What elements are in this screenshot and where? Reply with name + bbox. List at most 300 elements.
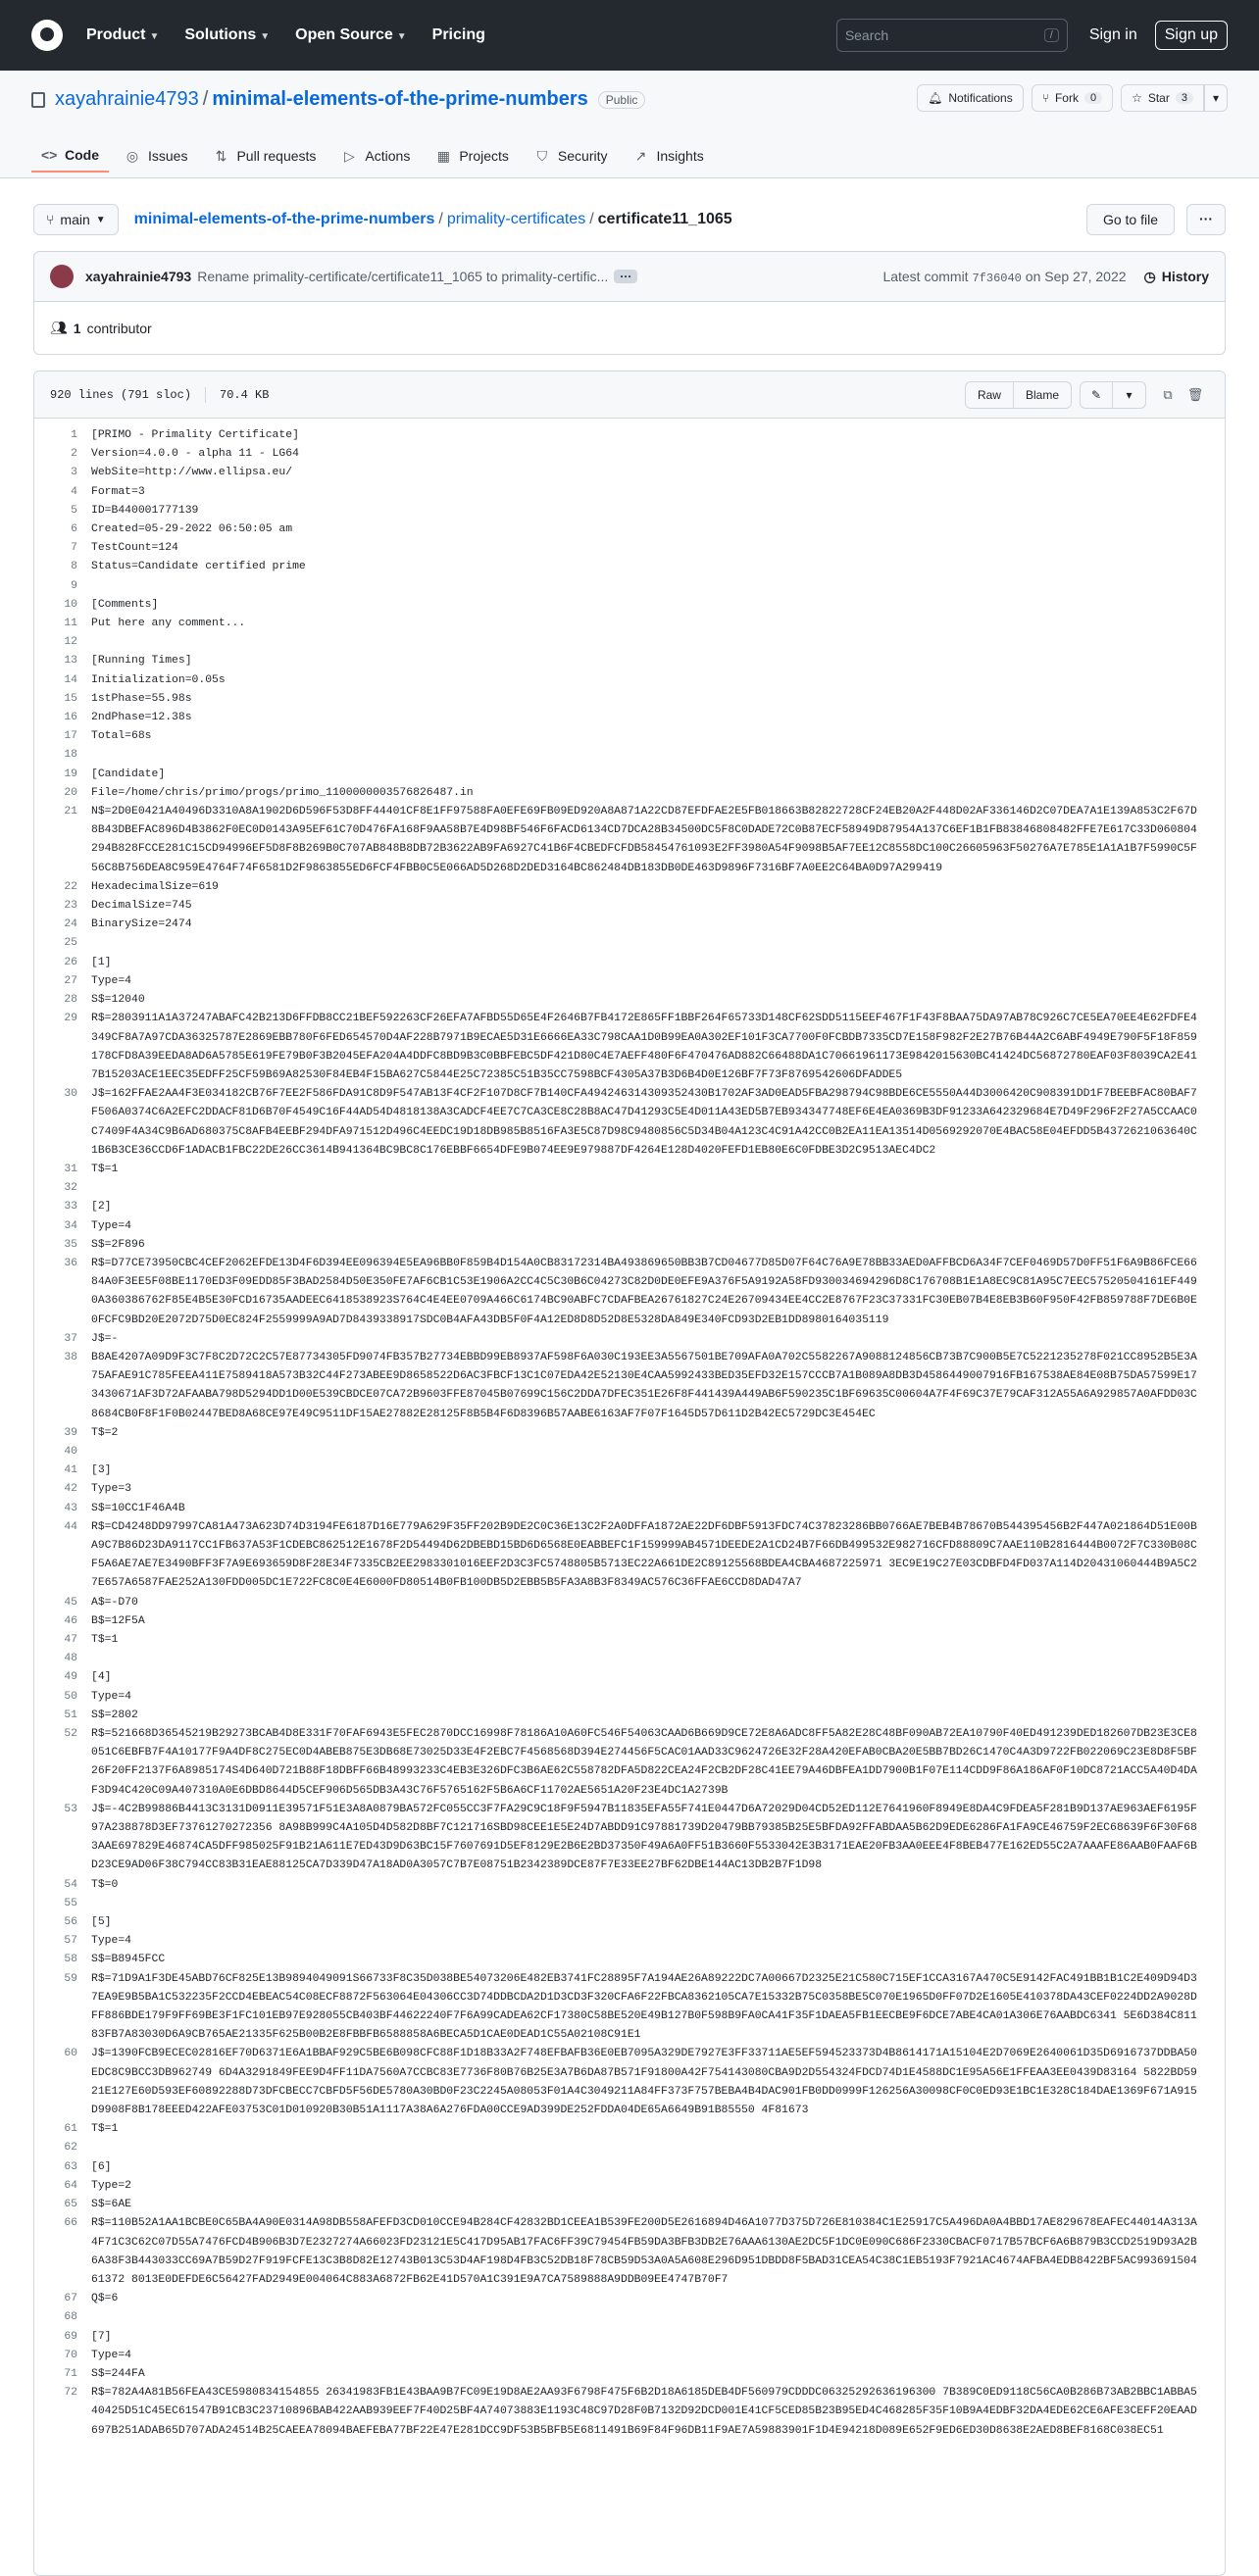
line-content <box>91 1895 1225 1913</box>
line-content <box>91 1179 1225 1198</box>
code-line <box>34 709 1225 727</box>
line-content: Type=4 <box>91 1690 132 1703</box>
code-line <box>34 633 1225 652</box>
history-link[interactable]: ◷ History <box>1143 268 1209 284</box>
line-number[interactable]: 17 <box>64 730 77 743</box>
line-content <box>91 746 1225 765</box>
line-number[interactable]: 39 <box>64 1426 77 1439</box>
code-line <box>34 2384 1225 2441</box>
line-number[interactable]: 44 <box>64 1520 77 1533</box>
shield-icon: ⛉ <box>536 148 548 164</box>
fork-count: 0 <box>1084 92 1102 104</box>
breadcrumb-dir-link[interactable]: primality-certificates <box>446 211 586 227</box>
search-placeholder: Search <box>844 27 889 43</box>
breadcrumb <box>134 211 732 228</box>
line-number[interactable]: 8 <box>71 561 77 573</box>
line-number[interactable]: 6 <box>71 523 77 536</box>
tab-code[interactable]: <> Code <box>31 139 109 173</box>
line-number[interactable]: 7 <box>71 542 77 555</box>
kebab-horizontal-icon: ··· <box>1199 211 1213 226</box>
line-content: J$=-4C2B99886B4413C3131D0911E39571F51E3A8A0879BA572FC055CC3F7FA29C9C18F9F5947B11835EFA55F741E0447D6A72029D04CD52ED112E7641960F8949E8DA4C9FDEA5F281B9D137AE963AEF6195F97A238878D3EF73761270272356 8A98B999C4A105D4D582D8BF7C121716SBD98CEE1E5E24D7ABDD91C97881739D20479BB79385B25E5BFDA92FFABDAA5B62D9EDE6286FA1FA9CE46759F2EC68639F6F30F683AAE697829E46874CA5DFF985025F91B21A611E7ED43D9D63BC15F7607691D5EF8129E2B6E2BD37350F49A6A0FF51B3660F5533042E3B3171EAE20FB3AA0EEE4F8BEB477E162ED55C2A7AAAFE86AAB0FAAF6BD23CE9AD06F38C794CC83B31EAE88125CA7D339D47A18AD0A3057C7B7E08751B2342389DCE87F7E33EE27BF62DBE144AC13DB2B7F1D98 <box>91 1803 1197 1872</box>
line-content: T$=2 <box>91 1426 119 1439</box>
line-content: [Comments] <box>91 598 159 611</box>
contributor-count: 1 <box>73 320 81 336</box>
play-icon: ▷ <box>344 148 355 164</box>
line-content: S$=2802 <box>91 1709 138 1721</box>
commit-message[interactable]: Rename primality-certificate/certificate11_1065 to primality-certific... <box>197 269 609 284</box>
line-number[interactable]: 71 <box>64 2367 77 2380</box>
star-button[interactable]: ☆ Star 3 <box>1121 84 1204 112</box>
file-navigation <box>33 204 1226 235</box>
code-line <box>34 1179 1225 1198</box>
code-line <box>34 2290 1225 2308</box>
repo-tab-bar <box>31 139 714 173</box>
line-content <box>91 1443 1225 1461</box>
line-content: Version=4.0.0 - alpha 11 - LG64 <box>91 448 299 461</box>
code-listing <box>34 419 1225 2441</box>
code-line <box>34 766 1225 784</box>
code-line <box>34 1010 1225 1085</box>
copy-button[interactable] <box>1154 381 1182 409</box>
code-line <box>34 520 1225 539</box>
code-line <box>34 2347 1225 2365</box>
line-number[interactable]: 14 <box>64 673 77 686</box>
line-content <box>91 633 1225 652</box>
line-content: R$=2803911A1A37247ABAFC42B213D6FFDB8CC21BEF592263CF26EFA7AFBD55D65E4F2646B7FB4172E865FF1BBF264F65733D148CF62SDD5115EEF467F1F43F8BAA75DA97AB78C926C7CE5EA70EE4E62FDFE4349CF8A7A97CDA36325787E2869EBB780F6FED654570D4AF228B7971B9ECAE5D31E6666EA33C798CAA1D0B99EA0A302EF101F3CA7700F0FCBDB7335CD7E158F982F2E27B76B44A2C6ABF4949E790F5F18F859178CFD8A39EEDA8AD6A5785E619FE79B0F3B2045EFA204A4DDFC8BD9B3C0BBFEBC5DF421D80C4E7AEFF480F6F470476AD882C66488DA1C70661961173E9842015630BC41424DC56872780EAF03F8039CA2E417B15203ACE1EEC35EDFF25CF59B69A82530F84EB4F15BA627C5844E25C72385C51B35CC7598BCF4305A37B3D6B4D0E126BF7F73F8769542606DFADDE5 <box>91 1013 1197 1081</box>
slash-separator: / <box>202 88 209 110</box>
expand-commit-message-button[interactable]: ··· <box>614 270 637 283</box>
line-number[interactable]: 30 <box>64 1088 77 1101</box>
delete-button[interactable] <box>1182 381 1209 409</box>
line-content: R$=521668D36545219B29273BCAB4D8E331F70FAF6943E5FEC2870DCC16998F78186A10A60FC546F54063CAAD6B669D9CE72E8A6ADC8FF5A82E28C48BF090AB72EA10790F40ED491239DED182607DB23E3CE8051C6EBFB7F4A10177F9A4DF8C275EC0D4ABEB875E3DB68E73025D33E4F2EBC7F4568568D394E274456F5CAC01AAD33C9624726E32F28A420EFAB0CBA20E5BB7BD26C1470C4A3D9722FB022069C23E8D8F5BF26F20FF2137F6A8985174S4D640D721B88F18DBFF66B48993233C4EB3E326DFC3B6AE62C558782DFA5D822CEA24F2CB2DF28C41EE79A46DBFEA1DD7900B1F07E114CDD9F86A186AF0F10DC8721ACC5A40D4DAF3D94C420C09A407310A0E6DBD8644D5CEF906D565DB3A43C76F5765162F5B6A6CF11702AE5651A20F23E4DC1A2739B <box>91 1728 1197 1797</box>
code-line <box>34 784 1225 803</box>
line-number[interactable]: 35 <box>64 1238 77 1251</box>
line-number[interactable]: 15 <box>64 692 77 705</box>
pull-request-icon: ⇅ <box>215 148 227 164</box>
code-line <box>34 1932 1225 1951</box>
line-number[interactable]: 1 <box>71 429 77 441</box>
code-line <box>34 483 1225 502</box>
code-line <box>34 1688 1225 1707</box>
line-number[interactable]: 10 <box>64 598 77 611</box>
tab-projects[interactable]: ▦ Projects <box>436 148 509 164</box>
line-content: B8AE4207A09D9F3C7F8C2D72C2C57E87734305FD9074FB357B27734EBBD99EB8937AF598F6A030C193EE3A5567501BE709AFA0A702C5582267A9088124856CB73B7C900B5E7C5221235278F021CC8952B5E3A75AFAE91C785FEEA411E7589418A573B32C44F273ABEE9D8658522D6AC3FBCF13C1C07EDA42E52130E4CAA5992433BED35EFD32E157CCCB7A1B089A8DB3D4586449007916FB167538AE84E08B75DA57599E173430671AF3D72AFAABA798D5294DD1D00E539CBDCE07CA72B9603FFE87045B07699C156C2DDA7DFEC351E26F8F441439A449AB6F590235C1BF69635C00604A7F4F69C37E79CAF312A55A6A929857A0AFDD03C8684CB0F8F1F0B02447BED8A68CE97E49C9511DF15AE27882E28125F8B5B4F6D8396B57AABE6163AF7F07F1645D57D611D2B42EC5729DC3E454EC <box>91 1351 1197 1420</box>
code-line <box>34 1330 1225 1349</box>
line-content: [7] <box>91 2330 112 2343</box>
chevron-down-icon: ▼ <box>396 31 407 42</box>
line-number[interactable]: 34 <box>64 1219 77 1232</box>
code-line <box>34 690 1225 709</box>
code-line <box>34 577 1225 596</box>
site-header <box>0 0 1259 71</box>
code-line <box>34 878 1225 897</box>
line-number[interactable]: 70 <box>64 2349 77 2361</box>
line-number[interactable]: 72 <box>64 2387 77 2400</box>
code-line <box>34 803 1225 878</box>
line-number[interactable]: 2 <box>71 448 77 461</box>
code-line <box>34 1198 1225 1216</box>
line-number[interactable]: 26 <box>64 956 77 968</box>
github-logo-icon[interactable] <box>31 20 63 51</box>
code-line <box>34 746 1225 765</box>
code-line <box>34 1913 1225 1932</box>
line-content: R$=D77CE73950CBC4CEF2062EFDE13D4F6D394EE096394E5EA96BB0F859B4D154A0CB83172314BA493869650BB3B7CD04677D85D07F64C76A9E78BB33AED0AFFBCD6A34F7CEF0469D57D0FF51F6A9B86FCE6684A0F3EE5F08BE1170ED3F09EDD85F3BAD2584D50E350FE7AF6CB1C53E1906A2CC4C5C30B6C04273C82D0DE0EFE9A376F5A9192A58FD930034694296D8C176708B1E1A8EC9C81A95C7EEC57520504161EF4490A360386762F85E4B5E30FCD16735AADEEC6418538923S764C4E4EE0709A466C6174BC90ABFC7CDAFBEA26761827C24E26709434EE4CC2E8767F23C37331FC30EB07B4E8EB3B60F950F42FB859788F7DE6B0E0FCFC9BD20E2072D75D0EC824F2559999A9AD7D8439338917SDC0B4AFA43DB5F0F4A12ED8D8D52D8E5328DA849E340FCD93D2EB1DD8980164035119 <box>91 1257 1197 1326</box>
line-number[interactable]: 9 <box>71 579 77 592</box>
line-content: Type=2 <box>91 2179 132 2192</box>
chevron-down-icon: ▾ <box>1212 91 1219 105</box>
line-number[interactable]: 55 <box>64 1897 77 1909</box>
file-actions <box>965 381 1209 409</box>
line-content <box>91 2139 1225 2157</box>
line-number[interactable]: 64 <box>64 2179 77 2192</box>
edit-button[interactable] <box>1080 381 1113 409</box>
chevron-down-icon: ▾ <box>1126 387 1133 402</box>
line-number[interactable]: 59 <box>64 1972 77 1985</box>
search-shortcut-key: / <box>1044 28 1059 42</box>
code-line <box>34 1631 1225 1650</box>
line-content: TestCount=124 <box>91 542 178 555</box>
chevron-down-icon: ▼ <box>95 214 106 225</box>
code-line <box>34 2177 1225 2196</box>
line-content: J$=162FFAE2AA4F3E034182CB76F7EE2F586FDA91C8D9F547AB13F4CF2F107D8CF7B140CFA494246314309352430B1702AF3AD0EAD5FBA298794C98BDE6CE5550A44D3006420C908391DD1F7BEEBFAC80BAF7F506A0374C6A2EFC2DDACF81D6B70F4549C16F44AD54D4818138A3CADCF4EE7C7CA3CE8C28B8AC47D41293C5E4D011A43ED5B7EB934347748EF6E4EA0369B3DF91233A642329684E7D49F296F2F27A5CCAAC0C7409F4A34C9B6AD680375C8AFB4EEBF294DFA971512D496C4EEDC19D18DB985B8516FA3E5C87D98C9480856C5D34B04A123C4C91A42CC0B2EA11EA13514D0569292070E4BAC58E04EFDD5B4372621063640C1B6B3CE36CCD6F1ADACB1FBC22DE26CC3614B941364BC9BC8C176EBBF6654DFE9B074EE9E979887DF4264E128D4020FEFD1EB80E6C0FDBE3D2C9513AEC4DC2 <box>91 1088 1197 1157</box>
line-content <box>91 2308 1225 2327</box>
line-number[interactable]: 24 <box>64 918 77 931</box>
line-number[interactable]: 20 <box>64 786 77 799</box>
line-number[interactable]: 11 <box>64 618 77 630</box>
line-number[interactable]: 19 <box>64 768 77 780</box>
line-number[interactable]: 42 <box>64 1483 77 1496</box>
line-content: R$=71D9A1F3DE45ABD76CF825E13B9894049091S66733F8C35D038BE54073206E482EB3741FC28895F7A194AE26A89222DC7A00667D2325E21C580C715EF1CCA3167A470C5E9142FAC491BB1B1C2E409D94D37EA9E9B5BA1C532235F2CCD4EBEAC54C08ECF8872F563064E04306CC3D74DDBCDA2D1D3CD3F320CFA6F22FBCA8362105CA7E15332B75C0358BE5C070E1965D0FF07D2E1605E410378DA43CEF0224DD2A9028DFF886BDE179F9FF69BE3F1FC101EB97E928055CB403BF44622240F7F6A99CADEA62CF17380C58BE520E49B127B0F598B9FA0CA41F35F1DAEA5FB1EECBE9F6DCE7ABE4CA01A306E76AABDC6341 5E6D384C81183FB7A83030D6A9CB765AE21335F625B00B2E8FBBFB6588858A6BECA5D1CAE0DEAD1C55A02108C91E1 <box>91 1972 1197 2042</box>
code-line <box>34 954 1225 972</box>
line-content: S$=2F896 <box>91 1238 145 1251</box>
code-line <box>34 464 1225 482</box>
line-content: S$=10CC1F46A4B <box>91 1502 185 1514</box>
line-number[interactable]: 43 <box>64 1502 77 1514</box>
visibility-badge: Public <box>598 91 646 109</box>
code-line <box>34 1876 1225 1895</box>
line-content: S$=244FA <box>91 2367 145 2380</box>
contributors-bar[interactable] <box>33 302 1226 355</box>
commit-author-link[interactable]: xayahrainie4793 <box>85 269 192 284</box>
line-number[interactable]: 57 <box>64 1935 77 1948</box>
line-number[interactable]: 37 <box>64 1332 77 1345</box>
issue-icon: ◎ <box>126 148 139 164</box>
code-line <box>34 1650 1225 1668</box>
line-number[interactable]: 18 <box>64 749 77 762</box>
file-header <box>34 372 1225 419</box>
line-number[interactable]: 56 <box>64 1916 77 1929</box>
table-icon: ▦ <box>436 148 450 164</box>
nav-pricing[interactable]: Pricing <box>431 26 485 43</box>
line-content: [5] <box>91 1916 112 1929</box>
fork-button[interactable]: ⑂ Fork 0 <box>1032 84 1113 112</box>
line-content: S$=12040 <box>91 994 145 1007</box>
line-content: S$=B8945FCC <box>91 1954 166 1966</box>
sign-in-link[interactable]: Sign in <box>1088 26 1137 43</box>
line-content: [Candidate] <box>91 768 166 780</box>
code-line <box>34 727 1225 746</box>
line-number[interactable]: 50 <box>64 1690 77 1703</box>
line-number[interactable]: 31 <box>64 1163 77 1175</box>
repo-name-link[interactable]: minimal-elements-of-the-prime-numbers <box>212 88 588 110</box>
code-line <box>34 1480 1225 1499</box>
code-line <box>34 2045 1225 2120</box>
line-content: HexadecimalSize=619 <box>91 880 219 893</box>
contributor-label: contributor <box>86 320 152 336</box>
code-line <box>34 2365 1225 2384</box>
line-number[interactable]: 21 <box>64 806 77 818</box>
branch-selector[interactable]: ⑂ main ▼ <box>33 204 119 235</box>
file-size: 70.4 KB <box>220 387 270 402</box>
code-line <box>34 1801 1225 1876</box>
line-number[interactable]: 22 <box>64 880 77 893</box>
line-number[interactable]: 53 <box>64 1803 77 1815</box>
line-content: J$=- <box>91 1332 119 1345</box>
line-number[interactable]: 51 <box>64 1709 77 1721</box>
code-line <box>34 897 1225 916</box>
code-line <box>34 1461 1225 1480</box>
code-line <box>34 445 1225 464</box>
line-content: B$=12F5A <box>91 1614 145 1627</box>
line-content: R$=782A4A81B56FEA43CE5980834154855 26341983FB1E43BAA9B7FC09E19D8AE2AA93F6798F475F6B2D18A6185DEB4DF560979CDDDC06325292636196300 7B389C0ED9118C56CA0B286B73AB2BBC1ABBA540425D51C45EC61547B91CB3C23710896BAB422AAB939EEF7F40D25BF4A74073883E1193C48C97D28F0B7132D92DCD001E41CF5CED85B23B95ED4C468285F35F10B9A4EDBF32DA4EDE62CE6AFE3CEFF20EAAD697B251ADAB65D707ADA24514B25CAEEA78094BAEFEBA77BF22E47E281DCC9DF53B5BFB5E6811491B69F84F96DB11F9AE7A59883901F1D4E94218D089E652F9ED6ED30D8638E2AED8BEF8168C038EC51 <box>91 2387 1197 2437</box>
code-line <box>34 1500 1225 1518</box>
line-content <box>91 577 1225 596</box>
code-line <box>34 2328 1225 2347</box>
line-content: Created=05-29-2022 06:50:05 am <box>91 523 293 536</box>
line-content <box>91 1650 1225 1668</box>
code-line <box>34 1951 1225 1969</box>
star-icon: ☆ <box>1132 91 1142 105</box>
slash-separator: / <box>589 211 594 227</box>
line-content: Type=4 <box>91 974 132 987</box>
avatar[interactable] <box>50 265 74 288</box>
graph-icon: ↗ <box>634 148 647 164</box>
divider <box>205 387 206 403</box>
line-number[interactable]: 45 <box>64 1596 77 1609</box>
line-number[interactable]: 29 <box>64 1013 77 1025</box>
repo-icon <box>31 92 45 108</box>
line-content <box>91 934 1225 953</box>
notifications-button[interactable]: 🔔︎ Notifications <box>917 84 1024 112</box>
more-options-button[interactable] <box>1186 204 1226 235</box>
line-content: [1] <box>91 956 112 968</box>
line-number[interactable]: 41 <box>64 1464 77 1477</box>
tab-actions[interactable]: ▷ Actions <box>331 139 420 173</box>
breadcrumb-current-file: certificate11_1065 <box>597 211 732 227</box>
repo-title <box>31 88 645 111</box>
line-number[interactable]: 47 <box>64 1634 77 1646</box>
code-line <box>34 1970 1225 2046</box>
commit-sha-link[interactable]: 7f36040 <box>972 271 1022 285</box>
line-content: Type=4 <box>91 2349 132 2361</box>
line-number[interactable]: 58 <box>64 1954 77 1966</box>
code-line <box>34 1236 1225 1255</box>
line-number[interactable]: 40 <box>64 1445 77 1458</box>
line-number[interactable]: 4 <box>71 485 77 498</box>
line-number[interactable]: 12 <box>64 636 77 649</box>
line-number[interactable]: 69 <box>64 2330 77 2343</box>
line-content: WebSite=http://www.ellipsa.eu/ <box>91 467 293 479</box>
line-content: T$=1 <box>91 2123 119 2136</box>
code-line <box>34 2196 1225 2214</box>
line-content: Type=4 <box>91 1219 132 1232</box>
code-line <box>34 1217 1225 1236</box>
copy-icon: ⧉ <box>1163 386 1173 402</box>
line-number[interactable]: 54 <box>64 1878 77 1891</box>
chevron-down-icon: ▼ <box>149 31 160 42</box>
line-number[interactable]: 48 <box>64 1653 77 1665</box>
code-line <box>34 1612 1225 1631</box>
code-line <box>34 2158 1225 2177</box>
code-line <box>34 934 1225 953</box>
line-content: [2] <box>91 1201 112 1214</box>
fork-icon: ⑂ <box>1041 91 1049 105</box>
nav-product[interactable]: Product ▼ <box>86 26 160 43</box>
chevron-down-icon: ▼ <box>260 31 271 42</box>
line-number[interactable]: 16 <box>64 712 77 724</box>
code-line <box>34 2120 1225 2139</box>
code-line <box>34 1895 1225 1913</box>
code-line <box>34 671 1225 690</box>
code-line <box>34 1518 1225 1594</box>
line-content: Q$=6 <box>91 2293 119 2305</box>
code-line <box>34 1085 1225 1161</box>
trash-icon: 🗑︎ <box>1186 386 1204 402</box>
bell-icon: 🔔︎ <box>928 91 943 105</box>
line-content: 2ndPhase=12.38s <box>91 712 192 724</box>
code-line <box>34 558 1225 576</box>
line-content: Initialization=0.05s <box>91 673 226 686</box>
code-line <box>34 991 1225 1010</box>
line-content: J$=1390FCB9ECEC02816EF70D6371E6A1BBAF929C5BE6B098CFC88F1D18B33A2F748EFBAFB36E0EB7095A329DE7927E3FF33711AE5EF594523373D4B8614171A15104E2D7069E2640061D35D6916737DDBA50EDC8C9BCC3DB962749 6D4A3291849FEE9D4FF11DA7560A7CCBC83E7736F80B76B25E3A7B6DA87B571F91800A42F754143080CBA9D2D554324FDCD74D1E4588DC1E95A56E1FFEAA3EE0439D83164 5822BD5921E127E60D593EF60892288D73DFCBECC7CBFD5F56DE5780A30BD0F23C2245A08053F01A4C3049211A84FF373F757BEBA4B4DAC901FB0DD0999F126256A30098CF0C0ED93E1BC1E328C184DAE1369F671A915D9908F8B178EEED422AFE03753C01D010920B30B51A1117A38A6A276FDA00CCE9AD399DE252FDDA04DE65A6649B91B85550 4F81673 <box>91 2048 1197 2117</box>
breadcrumb-repo-link[interactable]: minimal-elements-of-the-prime-numbers <box>133 211 435 227</box>
line-number[interactable]: 33 <box>64 1201 77 1214</box>
code-icon: <> <box>41 147 58 163</box>
line-number[interactable]: 13 <box>64 655 77 668</box>
code-line <box>34 502 1225 520</box>
line-number[interactable]: 67 <box>64 2293 77 2305</box>
blame-button[interactable]: Blame <box>1014 381 1072 409</box>
code-line <box>34 1443 1225 1461</box>
line-content: A$=-D70 <box>91 1596 138 1609</box>
code-line <box>34 539 1225 558</box>
line-content: Status=Candidate certified prime <box>91 561 306 573</box>
line-number[interactable]: 5 <box>71 504 77 517</box>
sign-up-button[interactable]: Sign up <box>1155 21 1228 50</box>
line-number[interactable]: 60 <box>64 2048 77 2060</box>
tab-pull-requests[interactable]: ⇅ Pull requests <box>203 139 326 173</box>
repo-actions <box>917 84 1228 112</box>
code-line <box>34 972 1225 991</box>
latest-commit-info: Latest commit 7f36040 on Sep 27, 2022 <box>882 268 1127 285</box>
line-content: [4] <box>91 1671 112 1684</box>
line-content: R$=CD4248DD97997CA81A473A623D74D3194FE6187D16E779A629F35FF202B9DE2C0C36E13C2F2A0DFFA1872AE22DF6DBF5913FDC74C37823286BB0766AE7BEB4B78670B544395456B2F447A021864D51E00BA9C7B86D23DA9117CC1FB637A53F1CDEBC862512E1678F2D54494D62DBEBD15BD6D6568E0EABBEFC1F159999AB4571DEEDE2A1CD24B7F66DB499532E982716CFD88809C7AAE110B2816444B0072F7C330B08CF5A6AE7AE7E3490BFF3F7A9E693659D8F28E34F7335CB2EE2983301016EEF2D3C3FC5748805B5713EC22A661DE2C89125568BDEA4CBA4687225971 3EC9E19C27E03CDBFD4FD037A114D20431060444B9A5C27E657A6587FAE252A130FDD005DC1E722FC8C0E4E6000FD80514B0FB100DB5D2EBB5B5FA3A8B3F8349AC576C36FFAE6CCD8DAD47A7 <box>91 1520 1197 1590</box>
nav-solutions[interactable]: Solutions ▼ <box>184 26 271 43</box>
line-content: T$=1 <box>91 1163 119 1175</box>
line-number[interactable]: 28 <box>64 994 77 1007</box>
line-number[interactable]: 23 <box>64 900 77 913</box>
code-line <box>34 1161 1225 1179</box>
line-content: 1stPhase=55.98s <box>91 692 192 705</box>
code-line <box>34 596 1225 615</box>
line-count: 920 lines (791 sloc) <box>50 387 192 402</box>
code-line <box>34 1424 1225 1443</box>
clock-icon: ◷ <box>1143 268 1156 284</box>
code-line <box>34 1594 1225 1612</box>
line-number[interactable]: 25 <box>64 937 77 950</box>
code-line <box>34 2139 1225 2157</box>
line-content: [Running Times] <box>91 655 192 668</box>
line-content: ID=B440001777139 <box>91 504 199 517</box>
go-to-file-button[interactable]: Go to file <box>1086 204 1175 235</box>
code-line <box>34 2308 1225 2327</box>
line-number[interactable]: 27 <box>64 974 77 987</box>
people-icon: 👥︎ <box>50 320 68 335</box>
line-number[interactable]: 65 <box>64 2199 77 2211</box>
code-line <box>34 426 1225 445</box>
main-nav <box>86 26 485 44</box>
star-count: 3 <box>1176 92 1193 104</box>
line-content: T$=1 <box>91 1634 119 1646</box>
line-content: [3] <box>91 1464 112 1477</box>
line-content: Format=3 <box>91 485 145 498</box>
line-number[interactable]: 3 <box>71 467 77 479</box>
tab-issues[interactable]: ◎ Issues <box>126 148 188 164</box>
line-content: Put here any comment... <box>91 618 246 630</box>
line-number[interactable]: 49 <box>64 1671 77 1684</box>
line-content: Total=68s <box>91 730 152 743</box>
tab-insights[interactable]: ↗ Insights <box>623 139 713 173</box>
line-number[interactable]: 61 <box>64 2123 77 2136</box>
raw-button[interactable]: Raw <box>965 381 1014 409</box>
code-line <box>34 1707 1225 1725</box>
line-content: S$=6AE <box>91 2199 132 2211</box>
latest-commit-bar <box>33 251 1226 302</box>
star-dropdown-button[interactable] <box>1204 84 1228 112</box>
line-content: N$=2D0E0421A40496D3310A8A1902D6D596F53D8FF44401CF8E1FF97588FA0EFE69FB09ED920A8A871A22CD87EFDFAE2E5FB018663B82822728CF24EB20A2F448D02AF336146D2C07DEA7A1E139A853C2F67D8B43DBEFAC896D4B3862F0EC0D0143A95EF61C70D476FA168F9AA58B7E4D98BF546F6FACD6134CD7DCA28B34500DC5F8C0DADE72C0B87ECF58949D87954A137C6EF1B1FB83846808482FFE7E617C33D060804294B828FCCE281C15CD94996EF5D8F8B269B0C707AB848B8DB72B3622AB9FA6927C41B6F4CBEDFCFDB58454761093E2FF3980A54F9098B5AF7EE12C8558DC100C26605963F50276A7E785E1A1A1B7F5990C5F56C8B756DEA8C959E4764F74F6581D2F9863855ED6FCF4FBB0C5E066AD5D268D2DED3164BC862484DB183DB0DE463D9896F7316BF7A0EE2C64BA0D97A299419 <box>91 806 1197 874</box>
code-line <box>34 615 1225 633</box>
edit-dropdown-button[interactable] <box>1113 381 1146 409</box>
line-number[interactable]: 63 <box>64 2160 77 2173</box>
code-line <box>34 916 1225 934</box>
line-number[interactable]: 46 <box>64 1614 77 1627</box>
nav-open-source[interactable]: Open Source ▼ <box>295 26 407 43</box>
line-number[interactable]: 68 <box>64 2311 77 2324</box>
line-number[interactable]: 32 <box>64 1182 77 1195</box>
line-content: Type=3 <box>91 1483 132 1496</box>
line-content: [PRIMO - Primality Certificate] <box>91 429 299 441</box>
pencil-icon: ✎ <box>1090 387 1102 402</box>
code-line <box>34 1255 1225 1330</box>
line-number[interactable]: 66 <box>64 2217 77 2230</box>
line-content: T$=0 <box>91 1878 119 1891</box>
line-number[interactable]: 36 <box>64 1257 77 1269</box>
search-input[interactable] <box>836 19 1068 52</box>
line-content: Type=4 <box>91 1935 132 1948</box>
line-content: R$=110B52A1AA1BCBE0C65BA4A90E0314A98DB558AFEFD3CD010CCE94B284CF42832BD1CEEA1B539FE200D5E2616894D46A1077D375D726E810384C1E25917C5A496DA0A4BBD17AE829678EAFEC44014A313A4F71C3C62C07D55A7476FCD4B906B3D7E2327274A66023FD23121E5C417D95AB17FAC6FF39C79454FB59DA3BFB3DB2E76AAA6130AE2DC5F1DC0E090C686F2330CBACF0717B57BCF6A6B879B3CCD2519D93A2B6A38F3B443033CC69A7B59D27F919FCFE13C3B8D82E12743B013C53D4AF198D4FB3C52DB18F78CB59D53A0A5A608E296D951DBDD8F5BAD31CEA54C38C1EB5193F7921AC4674AFBA4EDB8422BF5AC99369150461372 8013E0DEFDE6C56427FAD2949E004064C883A6872FB62E41D570A1C391E9A7CA7589888A9DDB09EE4747B70F7 <box>91 2217 1197 2286</box>
line-number[interactable]: 52 <box>64 1728 77 1741</box>
line-content: BinarySize=2474 <box>91 918 192 931</box>
line-content: [6] <box>91 2160 112 2173</box>
line-content: File=/home/chris/primo/progs/primo_1100000003576826487.in <box>91 786 474 799</box>
line-number[interactable]: 62 <box>64 2142 77 2155</box>
code-line <box>34 652 1225 670</box>
line-number[interactable]: 38 <box>64 1351 77 1363</box>
slash-separator: / <box>438 211 443 227</box>
code-line <box>34 1725 1225 1801</box>
tab-security[interactable]: ⛉ Security <box>525 139 618 173</box>
repo-owner-link[interactable]: xayahrainie4793 <box>55 88 199 110</box>
